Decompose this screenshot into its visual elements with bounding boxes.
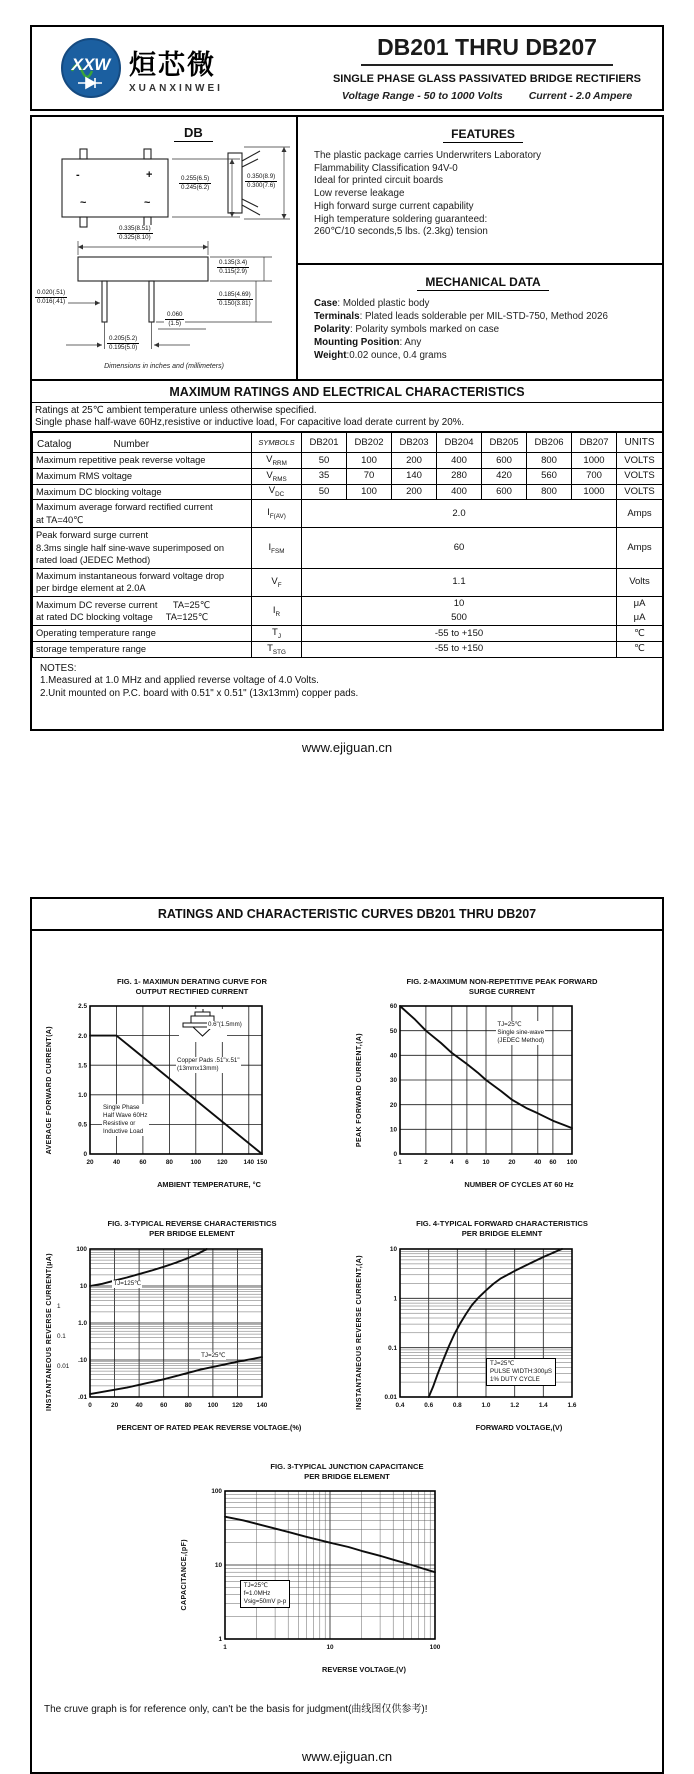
- y-axis-label: INSTANTANEOUS REVERSE CURRENT,(A): [355, 1254, 363, 1410]
- svg-text:20: 20: [86, 1159, 94, 1167]
- svg-text:1: 1: [398, 1159, 402, 1167]
- annotation-line: f=1.0MHz: [243, 1590, 271, 1598]
- annotation-line: TJ=25℃: [497, 1021, 522, 1029]
- chart-plot-area: [191, 1485, 453, 1664]
- row-label-cell: [33, 528, 252, 569]
- table-row: [33, 568, 663, 596]
- row-label-line: at TA=40℃: [36, 514, 84, 525]
- value-cell: 60: [302, 528, 617, 569]
- symbol-cell: $T_{STG}$: [252, 641, 302, 657]
- x-axis-label: AMBIENT TEMPERATURE, °C: [157, 1180, 261, 1190]
- mechanical-item: Polarity: Polarity symbols marked on case: [314, 323, 500, 335]
- ratings-heading: MAXIMUM RATINGS AND ELECTRICAL CHARACTERISTICS: [32, 379, 662, 403]
- disclaimer-text: The cruve graph is for reference only, can't be the basis for judgment(曲线图仅供参考)!: [44, 1704, 428, 1716]
- annotation-line: (JEDEC Method): [497, 1037, 545, 1045]
- value-cell: 600: [482, 453, 527, 469]
- symbol-cell: $I_R$: [252, 596, 302, 626]
- ratings-table: [32, 432, 663, 657]
- feature-line: High temperature soldering guaranteed:: [314, 213, 488, 225]
- svg-text:100: 100: [207, 1401, 219, 1409]
- fig5-junction-capacitance-chart: [177, 1462, 517, 1675]
- feature-line: High forward surge current capability: [314, 200, 474, 212]
- svg-text:0.01: 0.01: [384, 1393, 397, 1401]
- brand-name-en: XUANXINWEI: [129, 82, 223, 94]
- row-label-cell: [33, 568, 252, 596]
- x-axis-label: NUMBER OF CYCLES AT 60 Hz: [464, 1180, 574, 1190]
- svg-text:120: 120: [216, 1159, 228, 1167]
- dimensions-caption: Dimensions in inches and (millimeters): [104, 363, 224, 370]
- y-axis-label: AVERAGE FORWARD CURRENT(A): [45, 1025, 53, 1154]
- package-name: DB: [174, 125, 213, 142]
- y-axis-label: CAPACITANCE,(pF): [180, 1539, 188, 1611]
- y-axis-label: INSTANTANEOUS REVERSE CURRENT(μA): [45, 1253, 53, 1412]
- figure-title: [177, 1462, 517, 1483]
- svg-text:1.2: 1.2: [510, 1401, 520, 1409]
- chart-annotation: [102, 1104, 148, 1136]
- value-cell: 140: [392, 469, 437, 485]
- value-line: 10: [453, 597, 465, 609]
- svg-text:60: 60: [549, 1159, 557, 1167]
- value-cell: 560: [527, 469, 572, 485]
- ac-symbol-1: ~: [80, 197, 87, 209]
- svg-text:10: 10: [214, 1562, 222, 1570]
- svg-text:0.4: 0.4: [395, 1401, 405, 1409]
- chart-canvas: [366, 1243, 590, 1417]
- symbol-cell: $V_{RRM}$: [252, 453, 302, 469]
- value-cell: 400: [437, 484, 482, 500]
- svg-text:0: 0: [88, 1401, 92, 1409]
- row-label-cell: [33, 596, 252, 626]
- value-cell: [302, 596, 617, 626]
- chart-annotation: [207, 1021, 243, 1029]
- unit-line: μA: [633, 612, 646, 624]
- svg-text:20: 20: [111, 1401, 119, 1409]
- logo-icon: [60, 37, 122, 99]
- table-header-row: [33, 433, 663, 453]
- svg-text:0: 0: [83, 1151, 87, 1159]
- ratings-note-2: Single phase half-wave 60Hz,resistive or inductive load, For capacitive load derate current by 20%.: [35, 417, 465, 429]
- note-line: 2.Unit mounted on P.C. board with 0.51" x 0.51" (13x13mm) copper pads.: [40, 688, 359, 699]
- feature-line: Low reverse leakage: [314, 188, 405, 200]
- annotation-line: TJ=25℃: [201, 1352, 226, 1360]
- row-label-cell: [33, 500, 252, 528]
- svg-text:1.6: 1.6: [567, 1401, 577, 1409]
- value-cell: 70: [347, 469, 392, 485]
- value-cell: 400: [437, 453, 482, 469]
- unit-cell: VOLTS: [617, 453, 663, 469]
- value-line: 500: [451, 612, 467, 624]
- unit-cell: ℃: [617, 641, 663, 657]
- svg-text:10: 10: [389, 1245, 397, 1253]
- unit-cell: ℃: [617, 626, 663, 642]
- figure-title-line: FIG. 4-TYPICAL FORWARD CHARACTERISTICS: [416, 1219, 588, 1229]
- mechanical-item: Weight:0.02 ounce, 0.4 grams: [314, 349, 447, 361]
- row-label-cell: [33, 641, 252, 657]
- annotation-line: Single sine-wave: [497, 1029, 545, 1037]
- svg-text:1.0: 1.0: [481, 1401, 491, 1409]
- chart-canvas: [366, 1000, 590, 1174]
- ratings-table-body: [33, 433, 663, 657]
- features-section: [298, 117, 662, 263]
- column-header-part: DB206: [527, 433, 572, 453]
- value-cell: 100: [347, 484, 392, 500]
- unit-cell: [617, 596, 663, 626]
- value-cell: 1000: [572, 484, 617, 500]
- figure-title-line: SURGE CURRENT: [468, 986, 536, 996]
- column-header-catalog-number: Catalog Number: [33, 433, 252, 453]
- column-header-part: DB204: [437, 433, 482, 453]
- figure-title: [352, 977, 652, 998]
- svg-text:1.4: 1.4: [538, 1401, 548, 1409]
- chart-annotation: [496, 1021, 545, 1045]
- secondary-scale-label: 1: [57, 1303, 61, 1311]
- mechanical-data-section: [298, 263, 662, 379]
- chart-canvas: [56, 1000, 280, 1174]
- unit-cell: Amps: [617, 500, 663, 528]
- dim-body-height: 0.255(6.5) 0.245(6.2): [178, 175, 212, 192]
- svg-text:1: 1: [218, 1636, 222, 1644]
- feature-line: Ideal for printed circuit boards: [314, 175, 444, 187]
- value-cell: 1.1: [302, 568, 617, 596]
- svg-text:0.6: 0.6: [424, 1401, 434, 1409]
- fig3-reverse-characteristics-chart: [42, 1219, 342, 1432]
- row-label-line: Peak forward surge current: [36, 530, 149, 541]
- header: [30, 25, 664, 111]
- column-header-part: DB203: [392, 433, 437, 453]
- symbol-cell: $V_{RMS}$: [252, 469, 302, 485]
- chart-plot-area: [56, 1243, 280, 1422]
- svg-text:60: 60: [139, 1159, 147, 1167]
- dim-lead-length: 0.185(4.69) 0.150(3.81): [216, 291, 254, 308]
- value-cell: 35: [302, 469, 347, 485]
- row-label-cell: [33, 626, 252, 642]
- svg-text:6: 6: [465, 1159, 469, 1167]
- row-label-cell: [33, 453, 252, 469]
- row-label-line: Maximum average forward rectified current: [36, 502, 213, 513]
- symbol-cell: $I_{FSM}$: [252, 528, 302, 569]
- table-row: [33, 500, 663, 528]
- svg-text:1.5: 1.5: [78, 1062, 87, 1070]
- page-subtitle: SINGLE PHASE GLASS PASSIVATED BRIDGE RECTIFIERS: [332, 73, 642, 85]
- annotation-line: Single Phase: [103, 1103, 140, 1111]
- annotation-line: Copper Pads .51"x.51": [177, 1056, 240, 1064]
- row-label-line: Maximum repetitive peak reverse voltage: [36, 455, 206, 466]
- row-label-line: Maximum RMS voltage: [36, 471, 133, 482]
- column-header-part: DB207: [572, 433, 617, 453]
- row-label-line: per birdge element at 2.0A: [36, 583, 146, 594]
- chart-plot-area: [366, 1000, 590, 1179]
- table-row: [33, 528, 663, 569]
- annotation-line: 1% DUTY CYCLE: [490, 1376, 540, 1384]
- page-title: DB201 THRU DB207: [361, 34, 613, 66]
- svg-text:50: 50: [389, 1028, 397, 1036]
- figure-title-line: FIG. 3-TYPICAL JUNCTION CAPACITANCE: [270, 1461, 424, 1471]
- svg-text:10: 10: [326, 1644, 334, 1652]
- ratings-conditions: [32, 403, 662, 432]
- svg-text:40: 40: [534, 1159, 542, 1167]
- svg-text:0.5: 0.5: [78, 1121, 87, 1129]
- unit-cell: Volts: [617, 568, 663, 596]
- svg-text:.01: .01: [78, 1393, 87, 1401]
- package-diagram: [32, 117, 296, 379]
- svg-text:0.1: 0.1: [388, 1344, 397, 1352]
- svg-text:4: 4: [450, 1159, 454, 1167]
- unit-cell: VOLTS: [617, 484, 663, 500]
- series-tj-25: [90, 1357, 262, 1394]
- svg-text:2.0: 2.0: [78, 1033, 87, 1041]
- symbol-cell: $V_{DC}$: [252, 484, 302, 500]
- secondary-scale-label: 0.1: [57, 1333, 66, 1341]
- features-list: [314, 150, 652, 239]
- notes-list: [40, 675, 654, 700]
- annotation-line: PULSE WIDTH:300μS: [490, 1368, 553, 1376]
- package-outline-drawing: [32, 117, 296, 379]
- value-cell: 600: [482, 484, 527, 500]
- annotation-line: Half Wave 60Hz: [103, 1111, 148, 1119]
- unit-cell: Amps: [617, 528, 663, 569]
- row-label-line: storage temperature range: [36, 643, 147, 654]
- svg-text:100: 100: [429, 1644, 441, 1652]
- polarity-plus-label: +: [146, 169, 153, 181]
- brand-name-cn: 烜芯微: [129, 49, 216, 80]
- table-row: [33, 626, 663, 642]
- figure-title-line: OUTPUT RECTIFIED CURRENT: [135, 986, 249, 996]
- figure-title: [352, 1219, 652, 1240]
- column-header-part: DB201: [302, 433, 347, 453]
- fig4-forward-characteristics-chart: [352, 1219, 652, 1432]
- value-cell: 800: [527, 453, 572, 469]
- feature-line: The plastic package carries Underwriters Laboratory: [314, 150, 542, 161]
- svg-text:10: 10: [79, 1282, 87, 1290]
- curves-page: [30, 897, 664, 1774]
- x-axis-label: REVERSE VOLTAGE.(V): [322, 1665, 406, 1675]
- dim-lead-pitch: 0.205(5.2) 0.195(5.0): [106, 335, 140, 352]
- range-line: [320, 90, 654, 102]
- svg-text:100: 100: [76, 1245, 87, 1253]
- svg-text:150: 150: [256, 1159, 268, 1167]
- dim-lead-diameter: 0.020(.51) 0.016(.41): [34, 289, 68, 306]
- figure-title-line: FIG. 1- MAXIMUN DERATING CURVE FOR: [117, 976, 267, 986]
- svg-text:60: 60: [389, 1003, 397, 1011]
- annotation-line: TJ=25℃: [490, 1360, 515, 1368]
- polarity-minus-label: -: [76, 169, 80, 181]
- x-axis-label: PERCENT OF RATED PEAK REVERSE VOLTAGE.(%): [116, 1422, 302, 1432]
- datasheet: [0, 25, 694, 1774]
- current-rating: Current - 2.0 Ampere: [528, 90, 633, 102]
- svg-text:1: 1: [393, 1295, 397, 1303]
- value-cell: 50: [302, 453, 347, 469]
- svg-text:0.8: 0.8: [452, 1401, 462, 1409]
- value-cell: -55 to +150: [302, 626, 617, 642]
- fig2-surge-current-chart: [352, 977, 652, 1190]
- annotation-line: Inductive Load: [103, 1128, 144, 1136]
- value-cell: 700: [572, 469, 617, 485]
- features-heading: FEATURES: [443, 127, 523, 143]
- dim-standoff: 0.060 (1.5): [164, 311, 185, 328]
- row-label-cell: [33, 469, 252, 485]
- table-row: [33, 596, 663, 626]
- ratings-note-1: Ratings at 25℃ ambient temperature unless otherwise specified.: [35, 405, 317, 416]
- value-cell: 280: [437, 469, 482, 485]
- row-label-line: Maximum DC blocking voltage: [36, 486, 162, 497]
- dim-body-width: 0.335(8.51) 0.325(8.10): [116, 225, 154, 242]
- dim-body-thickness: 0.135(3.4) 0.115(2.9): [216, 259, 250, 276]
- symbol-cell: $T_J$: [252, 626, 302, 642]
- website-url-page1: www.ejiguan.cn: [301, 739, 393, 755]
- row-label-line: Maximum DC reverse current TA=25℃: [36, 599, 211, 610]
- chart-annotation: [200, 1352, 226, 1360]
- svg-text:2.5: 2.5: [78, 1003, 87, 1011]
- secondary-scale-label: 0.01: [57, 1362, 70, 1370]
- mechanical-item: Case: Molded plastic body: [314, 298, 430, 309]
- table-row: [33, 641, 663, 657]
- voltage-range: Voltage Range - 50 to 1000 Volts: [341, 90, 503, 102]
- feature-line: 260℃/10 seconds,5 lbs. (2.3kg) tension: [314, 226, 488, 238]
- annotation-line: Resistive or: [103, 1120, 136, 1128]
- logo: [32, 37, 320, 99]
- mechanical-heading: MECHANICAL DATA: [417, 275, 548, 291]
- svg-text:40: 40: [112, 1159, 121, 1167]
- chart-annotation: [240, 1580, 290, 1608]
- svg-text:2: 2: [424, 1159, 428, 1167]
- svg-text:100: 100: [211, 1488, 222, 1496]
- annotation-line: 0.6"(1.5mm): [207, 1021, 242, 1029]
- svg-text:80: 80: [184, 1401, 192, 1409]
- ac-symbol-2: ~: [144, 197, 151, 209]
- svg-text:20: 20: [389, 1102, 397, 1110]
- figure-title: [42, 977, 342, 998]
- svg-text:1.0: 1.0: [78, 1092, 87, 1100]
- chart-plot-area: [366, 1243, 590, 1422]
- svg-text:120: 120: [232, 1401, 243, 1409]
- fig1-derating-curve-chart: [42, 977, 342, 1190]
- chart-annotation: [176, 1057, 241, 1073]
- chart-annotation: [486, 1358, 556, 1386]
- svg-text:.10: .10: [78, 1356, 87, 1364]
- row-label-line: Operating temperature range: [36, 628, 156, 639]
- table-row: [33, 469, 663, 485]
- table-row: [33, 453, 663, 469]
- mechanical-item: Mounting Position: Any: [314, 336, 422, 348]
- value-cell: 200: [392, 484, 437, 500]
- svg-text:1: 1: [223, 1644, 227, 1652]
- svg-text:100: 100: [566, 1159, 578, 1167]
- figure-title-line: PER BRIDGE ELEMNT: [461, 1229, 543, 1239]
- row-label-line: 8.3ms single half sine-wave superimposed on: [36, 542, 225, 553]
- annotation-line: TJ=125℃: [113, 1279, 142, 1287]
- website-url-page2: www.ejiguan.cn: [301, 1749, 393, 1765]
- logo-monogram: XXW: [71, 55, 111, 74]
- figure-title: [42, 1219, 342, 1240]
- svg-text:10: 10: [389, 1126, 397, 1134]
- notes-heading: NOTES:: [40, 662, 77, 674]
- note-line: 1.Measured at 1.0 MHz and applied reverse voltage of 4.0 Volts.: [40, 675, 319, 687]
- value-cell: 2.0: [302, 500, 617, 528]
- column-header-units: UNITS: [617, 433, 663, 453]
- svg-text:30: 30: [389, 1077, 397, 1085]
- value-cell: 800: [527, 484, 572, 500]
- svg-text:10: 10: [482, 1159, 490, 1167]
- svg-text:20: 20: [508, 1159, 516, 1167]
- figure-title-line: PER BRIDGE ELEMENT: [304, 1471, 390, 1481]
- figure-title-line: PER BRIDGE ELEMENT: [149, 1229, 235, 1239]
- svg-text:100: 100: [190, 1159, 202, 1167]
- notes-section: [32, 658, 662, 729]
- feature-line: Flammability Classification 94V-0: [314, 162, 458, 174]
- mechanical-item: Terminals: Plated leads solderable per MIL-STD-750, Method 2026: [314, 310, 608, 322]
- annotation-line: TJ=25℃: [243, 1582, 269, 1590]
- value-cell: 1000: [572, 453, 617, 469]
- y-axis-label: PEAK FORWARD CURRENT,(A): [355, 1032, 363, 1147]
- svg-text:60: 60: [160, 1401, 168, 1409]
- value-cell: 420: [482, 469, 527, 485]
- x-axis-label: FORWARD VOLTAGE,(V): [475, 1422, 563, 1432]
- column-header-symbols: SYMBOLS: [252, 433, 302, 453]
- svg-text:140: 140: [256, 1401, 268, 1409]
- unit-line: μA: [633, 597, 646, 609]
- mechanical-list: [314, 298, 652, 363]
- annotation-line: Vsig=50mV p-p: [243, 1598, 287, 1606]
- chart-annotation: [112, 1280, 142, 1288]
- row-label-line: Maximum instantaneous forward voltage drop: [36, 570, 225, 581]
- svg-text:40: 40: [135, 1401, 143, 1409]
- value-cell: 200: [392, 453, 437, 469]
- symbol-cell: $I_{F(AV)}$: [252, 500, 302, 528]
- main-section: [30, 115, 664, 731]
- table-row: [33, 484, 663, 500]
- svg-text:140: 140: [243, 1159, 255, 1167]
- row-label-line: at rated DC blocking voltage TA=125℃: [36, 612, 209, 623]
- row-label-cell: [33, 484, 252, 500]
- symbol-cell: $V_F$: [252, 568, 302, 596]
- value-cell: 100: [347, 453, 392, 469]
- figure-title-line: FIG. 3-TYPICAL REVERSE CHARACTERISTICS: [107, 1219, 277, 1229]
- dim-side-height: 0.350(8.9) 0.300(7.6): [244, 173, 278, 190]
- svg-text:40: 40: [389, 1052, 397, 1060]
- chart-canvas: [191, 1485, 453, 1659]
- curves-heading: RATINGS AND CHARACTERISTIC CURVES DB201 THRU DB207: [32, 899, 662, 931]
- figure-title-line: FIG. 2-MAXIMUM NON-REPETITIVE PEAK FORWARD: [406, 976, 598, 986]
- svg-text:80: 80: [165, 1159, 173, 1167]
- row-label-line: rated load (JEDEC Method): [36, 555, 151, 566]
- annotation-line: (13mmx13mm): [177, 1064, 219, 1072]
- chart-plot-area: [56, 1000, 280, 1179]
- column-header-part: DB205: [482, 433, 527, 453]
- unit-cell: VOLTS: [617, 469, 663, 485]
- chart-canvas: [56, 1243, 280, 1417]
- column-header-part: DB202: [347, 433, 392, 453]
- svg-text:1.0: 1.0: [78, 1319, 87, 1327]
- value-cell: -55 to +150: [302, 641, 617, 657]
- value-cell: 50: [302, 484, 347, 500]
- svg-text:0: 0: [393, 1151, 397, 1159]
